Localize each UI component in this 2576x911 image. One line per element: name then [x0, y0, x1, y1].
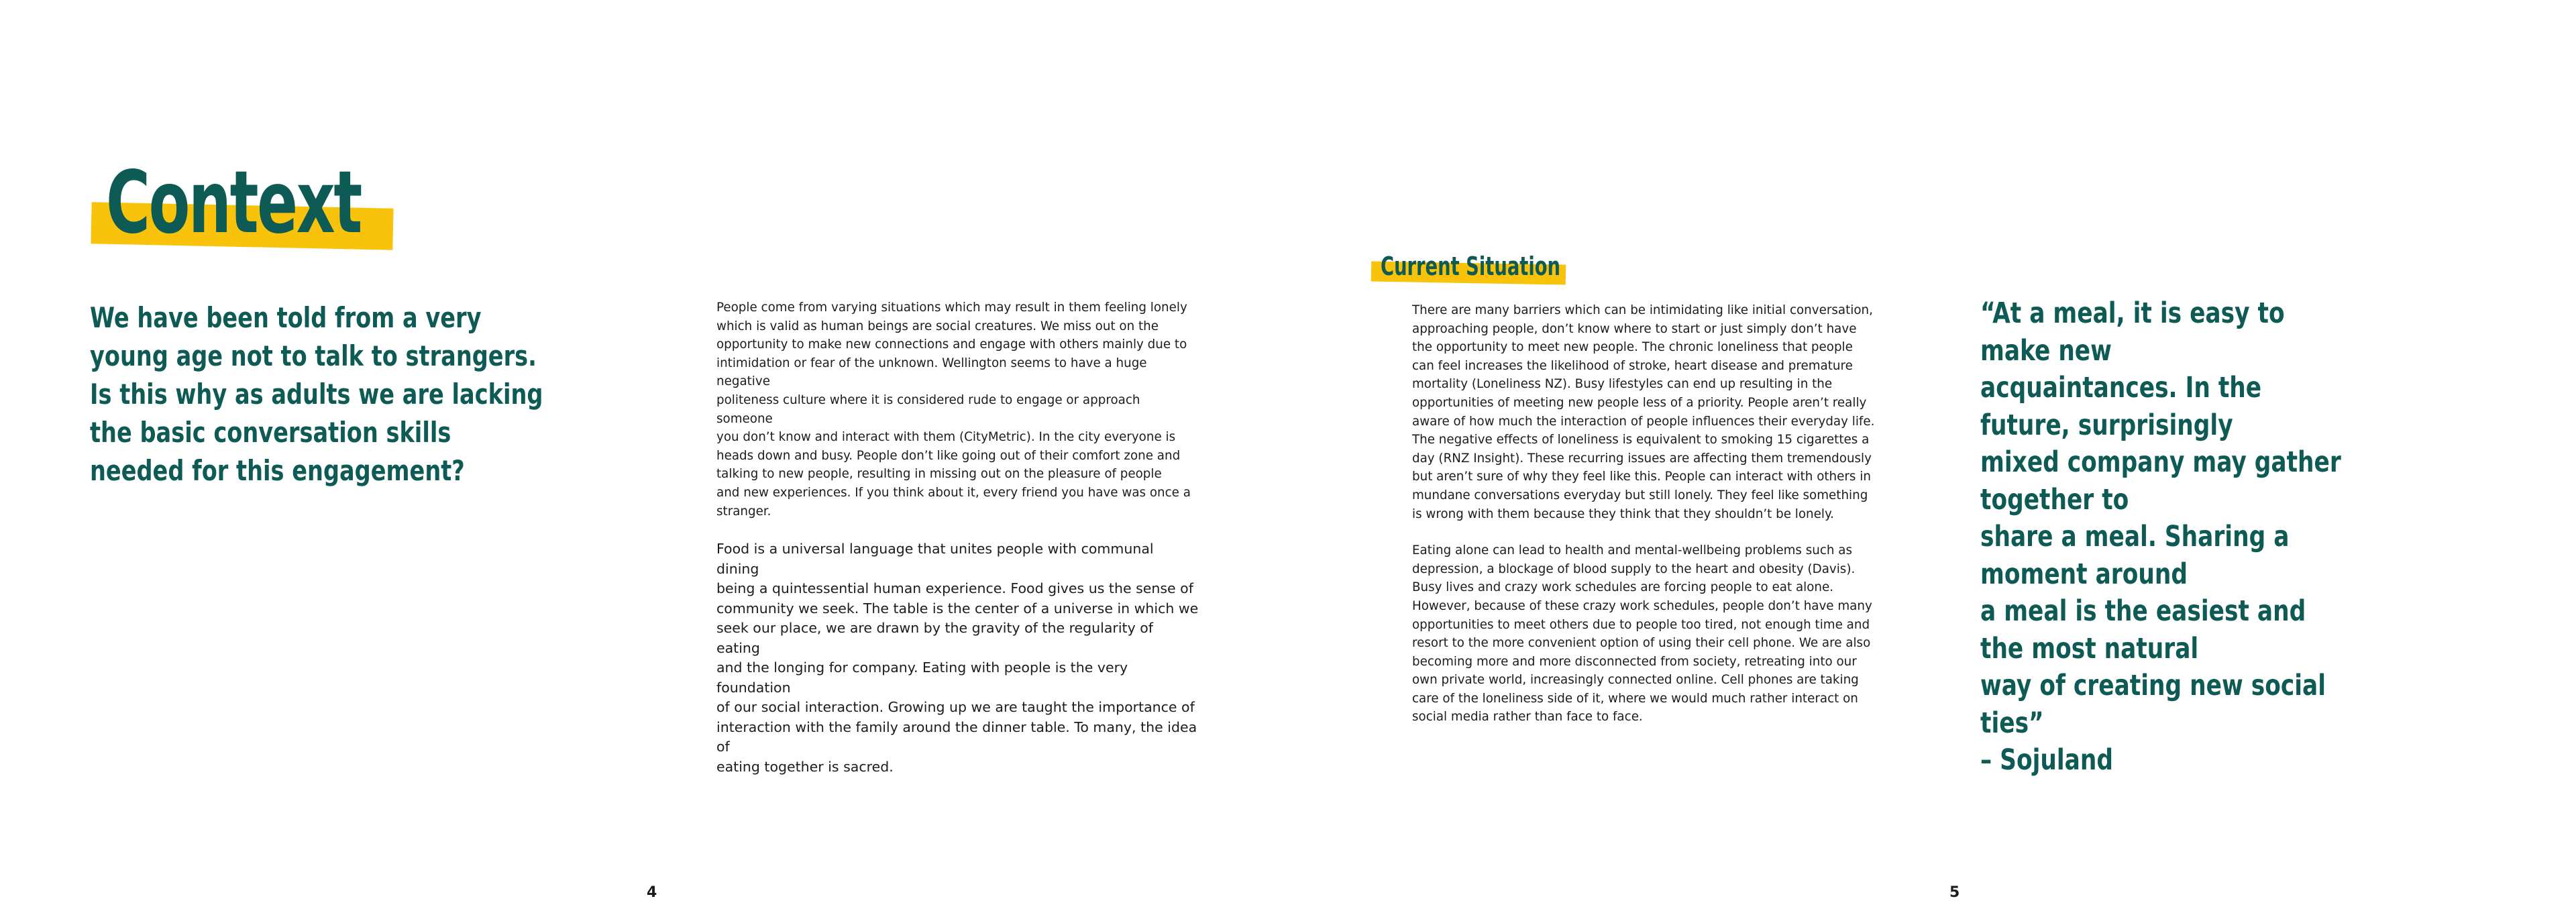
section-subheading: Current Situation	[1381, 252, 1561, 281]
right-paragraph-1: There are many barriers which can be intimidating like initial conversation, approaching people, don’t know where to start or just simply don’t have the opportunity to meet new people. The chronic loneliness that people can feel increases the likelihood of stroke, heart disease and premature mortality (Loneliness NZ). Busy lifestyles can end up resulting in the opportunities of meeting new people less of a priority. People aren’t really aware of how much the interaction of people influences their everyday life. The negative effects of loneliness is equivalent to smoking 15 cigarettes a day (RNZ Insight). These recurring issues are affecting them tremendously but aren’t sure of why they feel like this. People can interact with others in mundane conversations everyday but still lonely. They feel like something is wrong with them because they think that they shouldn’t be lonely.	[1412, 303, 1875, 521]
right-body-column	[1412, 301, 1895, 727]
left-paragraph-1: People come from varying situations which may result in them feeling lonely which is valid as human beings are social creatures. We miss out on the opportunity to make new connections and engage with others mainly due to intimidation or fear of the unknown. Wellington seems to have a huge negative politeness culture where it is considered rude to engage or approach someone you don’t know and interact with them (CityMetric). In the city everyone is heads down and busy. People don’t like going out of their comfort zone and talking to new people, resulting in missing out on the pleasure of people and new experiences. If you think about it, every friend you have was once a stranger.	[716, 301, 1191, 519]
left-body-column	[716, 299, 1199, 777]
left-paragraph-2: Food is a universal language that unites people with communal dining being a quintessential human experience. Food gives us the sense of community we seek. The table is the center of a universe in which we seek our place, we are drawn by the gravity of the regularity of eating and the longing for company. Eating with people is the very foundation of our social interaction. Growing up we are taught the importance of interaction with the family around the dinner table. To many, the idea of eating together is sacred.	[716, 541, 1199, 775]
current-situation-heading-block	[1368, 247, 1570, 294]
page-number-left: 4	[647, 884, 657, 901]
page-title: Context	[106, 153, 361, 253]
right-paragraph-2: Eating alone can lead to health and mental-wellbeing problems such as depression, a blockage of blood supply to the heart and obesity (Davis). Busy lives and crazy work schedules are forcing people to eat alone. However, because of these crazy work schedules, people don’t have many opportunities to meet others due to people too tired, not enough time and resort to the more convenient option of using their cell phone. We are also becoming more and more disconnected from society, retreating into our own private world, increasingly connected online. Cell phones are taking care of the loneliness side of it, where we would much rather interact on social media rather than face to face.	[1412, 543, 1872, 725]
lead-statement: We have been told from a very young age not to talk to strangers. Is this why as adults we are lacking the basic conversation skills needed for this engagement?	[90, 301, 543, 487]
page-number-right: 5	[1949, 884, 1960, 901]
context-title-block	[89, 153, 404, 260]
pull-quote: “At a meal, it is easy to make new acquaintances. In the future, surprisingly mixed company may gather together to share a meal. Sharing a moment around a meal is the easiest and the most natural way of creating new social ties” – Sojuland	[1980, 297, 2341, 777]
